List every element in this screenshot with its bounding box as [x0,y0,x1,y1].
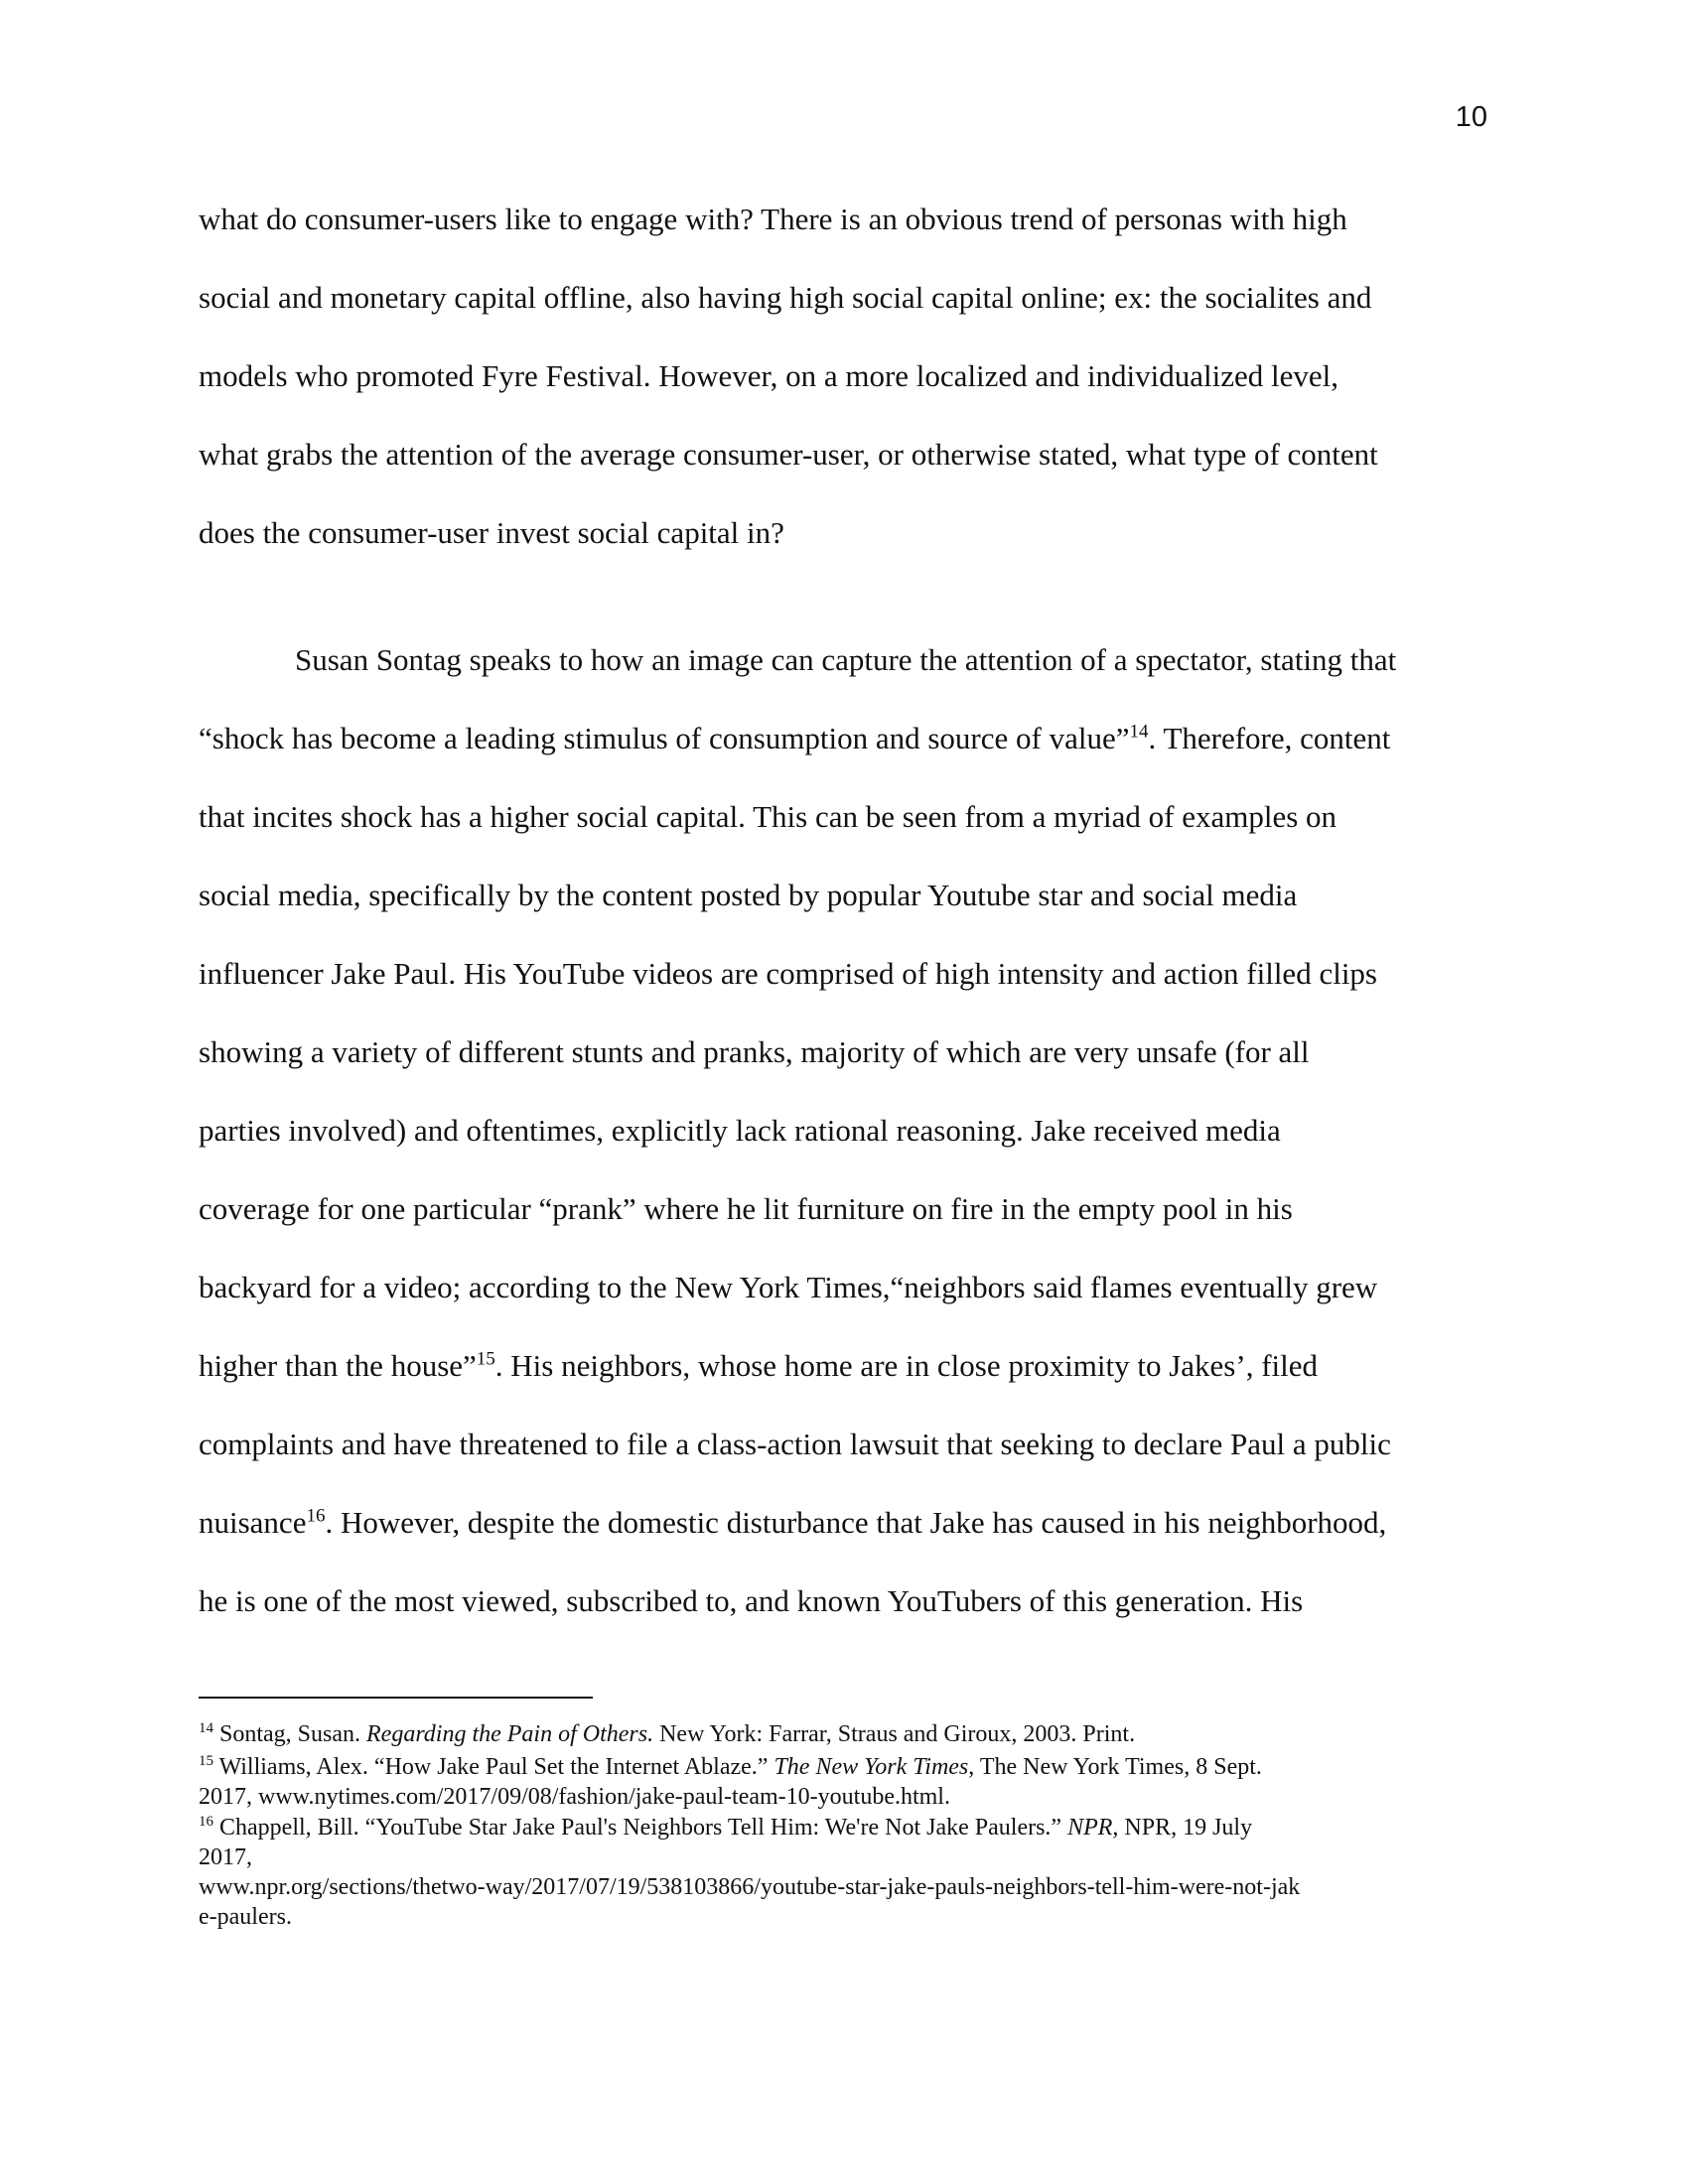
text-line: models who promoted Fyre Festival. However, on a more localized and individualized level, [199,358,1339,393]
footnote-separator [199,1697,593,1699]
text-line: influencer Jake Paul. His YouTube videos are comprised of high intensity and action filled clips [199,956,1377,991]
text-line: “shock has become a leading stimulus of consumption and source of value”$^{14}$. Therefore, content [199,721,1391,755]
page-number: 10 [1455,101,1487,133]
footnote-15-cont: 2017, www.nytimes.com/2017/09/08/fashion/jake-paul-team-10-youtube.html. [199,1784,950,1810]
footnote-ref-15: 15 [476,1348,495,1370]
text-line: parties involved) and oftentimes, explicitly lack rational reasoning. Jake received media [199,1113,1281,1148]
text-line: higher than the house”$^{15}$. His neighbors, whose home are in close proximity to Jakes’, filed [199,1348,1319,1383]
text-line: what grabs the attention of the average consumer-user, or otherwise stated, what type of content [199,437,1378,472]
footnote-16-cont: 2017, [199,1844,252,1870]
footnote-16-url-cont: e-paulers. [199,1904,292,1930]
text-line: social media, specifically by the content posted by popular Youtube star and social media [199,878,1298,912]
text-line: social and monetary capital offline, also having high social capital online; ex: the socialites and [199,280,1372,315]
footnote-14: $^{14}$ Sontag, Susan. Regarding the Pain of Others. New York: Farrar, Straus and Giroux, 2003. Print. [199,1720,1136,1747]
footnote-ref-16: 16 [306,1505,326,1527]
text-line: what do consumer-users like to engage with? There is an obvious trend of personas with high [199,202,1347,236]
footnote-ref-14: 14 [1129,721,1149,743]
text-line: coverage for one particular “prank” where he lit furniture on fire in the empty pool in his [199,1191,1293,1226]
footnote-16: $^{16}$ Chappell, Bill. “YouTube Star Jake Paul's Neighbors Tell Him: We're Not Jake Paulers.” NPR, NPR, 19 July [199,1814,1253,1841]
text-line: does the consumer-user invest social capital in? [199,515,784,550]
footnote-16-url: www.npr.org/sections/thetwo-way/2017/07/19/538103866/youtube-star-jake-pauls-neighbors-tell-him-were-not-jak [199,1874,1301,1900]
text-line: showing a variety of different stunts and pranks, majority of which are very unsafe (for all [199,1034,1310,1069]
text-line: nuisance$^{16}$. However, despite the domestic disturbance that Jake has caused in his neighborhood, [199,1505,1387,1540]
footnote-15: $^{15}$ Williams, Alex. “How Jake Paul Set the Internet Ablaze.” The New York Times, The New York Times, 8 Sept. [199,1753,1262,1780]
text-line: that incites shock has a higher social capital. This can be seen from a myriad of examples on [199,799,1337,834]
text-line: Susan Sontag speaks to how an image can capture the attention of a spectator, stating that [295,642,1397,677]
text-line: complaints and have threatened to file a class-action lawsuit that seeking to declare Paul a public [199,1427,1391,1461]
text-line: he is one of the most viewed, subscribed to, and known YouTubers of this generation. His [199,1583,1304,1618]
text-line: backyard for a video; according to the New York Times,“neighbors said flames eventually grew [199,1270,1378,1304]
